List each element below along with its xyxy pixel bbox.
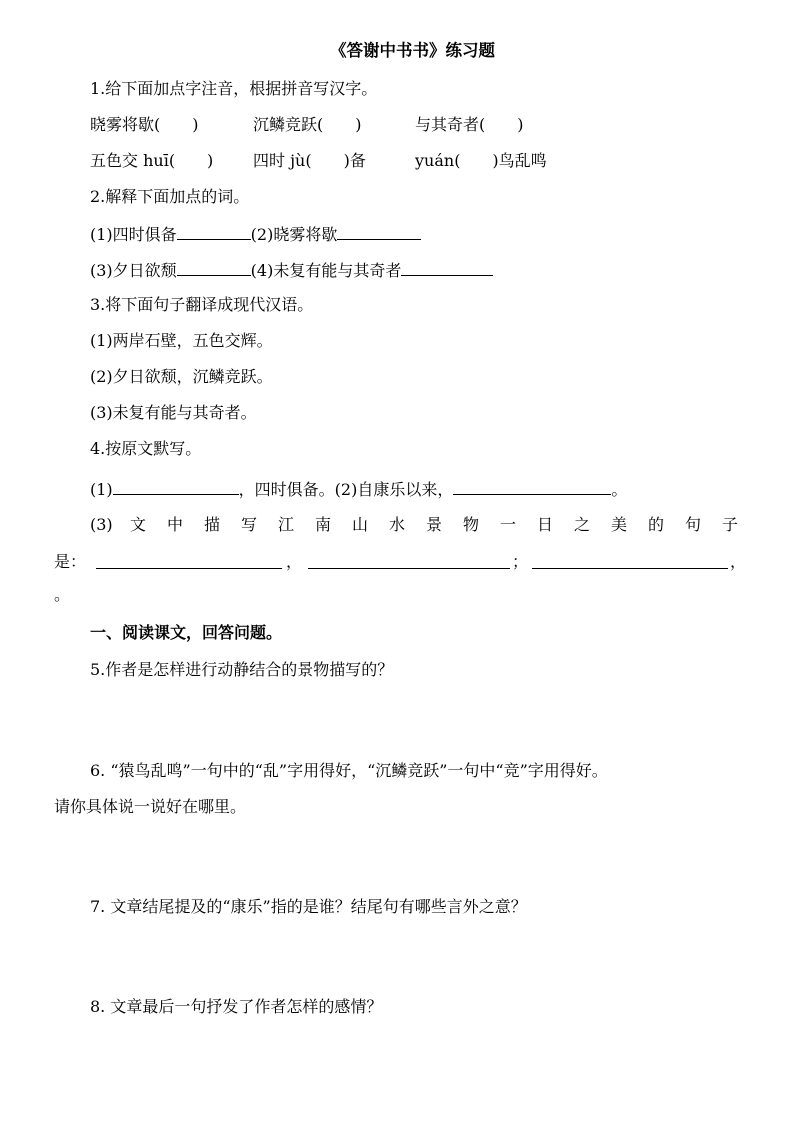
q4-line4-sep-3: ，	[730, 552, 747, 571]
q4-line4-sep-2: ；	[512, 552, 529, 571]
q8-prompt: 8. 文章最后一句抒发了作者怎样的感情？	[90, 997, 383, 1016]
q6-prompt-line1: 6. “猿鸟乱鸣”一句中的“乱”字用得好，“沉鳞竞跃”一句中“竞”字用得好。	[90, 761, 608, 780]
q1-row2-item-1: 五色交 huī( )	[90, 151, 214, 170]
q3-prompt: 3.将下面句子翻译成现代汉语。	[90, 295, 314, 314]
q4-prompt: 4.按原文默写。	[90, 439, 202, 458]
q4-line3-char: 句	[685, 515, 702, 534]
q1-row2-item-2: 四时 jù( )备	[253, 151, 366, 170]
q4-line3-char: 写	[241, 515, 258, 534]
q4-line3-char: 文	[130, 515, 147, 534]
page-title: 《答谢中书书》练习题	[330, 41, 495, 60]
q4-line3-char: 水	[389, 515, 406, 534]
q4-line3-char: (3)	[90, 515, 113, 534]
q1-row1-item-2: 沉鳞竞跃( )	[253, 115, 362, 134]
q4-answer-blank-3[interactable]	[96, 551, 282, 569]
q4-line3-char: 物	[463, 515, 480, 534]
section-heading: 一、阅读课文，回答问题。	[90, 623, 283, 642]
q2-item-4: (4)未复有能与其奇者	[250, 261, 402, 280]
q4-line3	[90, 514, 742, 536]
q4-item-1-number: (1)	[90, 480, 113, 499]
q2-item-2: (2)晓雾将歇	[250, 225, 338, 244]
q1-row1-item-1: 晓雾将歇( )	[90, 115, 199, 134]
q4-line3-char: 描	[204, 515, 221, 534]
q4-line3-char: 日	[537, 515, 554, 534]
q7-prompt: 7. 文章结尾提及的“康乐”指的是谁？结尾句有哪些言外之意？	[90, 897, 527, 916]
q2-answer-blank-3[interactable]	[177, 258, 251, 276]
q2-item-3: (3)夕日欲颓	[90, 261, 177, 280]
q2-line1	[90, 222, 421, 246]
q4-line4-lead: 是：	[54, 552, 87, 571]
q4-answer-blank-2[interactable]	[453, 477, 611, 495]
q4-line4	[54, 551, 747, 573]
q4-line3-char: 中	[167, 515, 184, 534]
q4-line3-char: 之	[574, 515, 591, 534]
q5-prompt: 5.作者是怎样进行动静结合的景物描写的？	[90, 660, 394, 679]
q4-line3-char: 一	[500, 515, 517, 534]
q4-line3-char: 子	[722, 515, 739, 534]
q2-line2	[90, 258, 493, 282]
q4-line3-char: 南	[315, 515, 332, 534]
q4-line5: 。	[54, 585, 71, 604]
q4-answer-blank-1[interactable]	[113, 477, 239, 495]
q2-answer-blank-4[interactable]	[401, 258, 493, 276]
q1-row1-item-3: 与其奇者( )	[415, 115, 524, 134]
q3-item-3: (3)未复有能与其奇者。	[90, 403, 257, 422]
q4-line4-sep-1: ，	[286, 552, 303, 571]
q4-line3-char: 景	[426, 515, 443, 534]
q4-item-2-end: 。	[611, 480, 628, 499]
q4-item-1-text: ，四时俱备。(2)自康乐以来，	[238, 480, 454, 499]
q4-line3-char: 的	[648, 515, 665, 534]
q3-item-1: (1)两岸石壁，五色交辉。	[90, 331, 273, 350]
q1-row2-item-3: yuán( )鸟乱鸣	[415, 151, 547, 170]
q2-prompt: 2.解释下面加点的词。	[90, 187, 250, 206]
q4-answer-blank-4[interactable]	[308, 551, 510, 569]
q4-line3-char: 山	[352, 515, 369, 534]
q4-answer-blank-5[interactable]	[532, 551, 728, 569]
q4-line3-char: 美	[611, 515, 628, 534]
q2-answer-blank-1[interactable]	[177, 222, 251, 240]
q4-line3-char: 江	[278, 515, 295, 534]
q2-answer-blank-2[interactable]	[337, 222, 421, 240]
q6-prompt-line2: 请你具体说一说好在哪里。	[54, 797, 247, 816]
q1-prompt: 1.给下面加点字注音，根据拼音写汉字。	[90, 79, 378, 98]
q2-item-1: (1)四时俱备	[90, 225, 177, 244]
q3-item-2: (2)夕日欲颓，沉鳞竞跃。	[90, 367, 273, 386]
q4-line1	[90, 477, 627, 501]
